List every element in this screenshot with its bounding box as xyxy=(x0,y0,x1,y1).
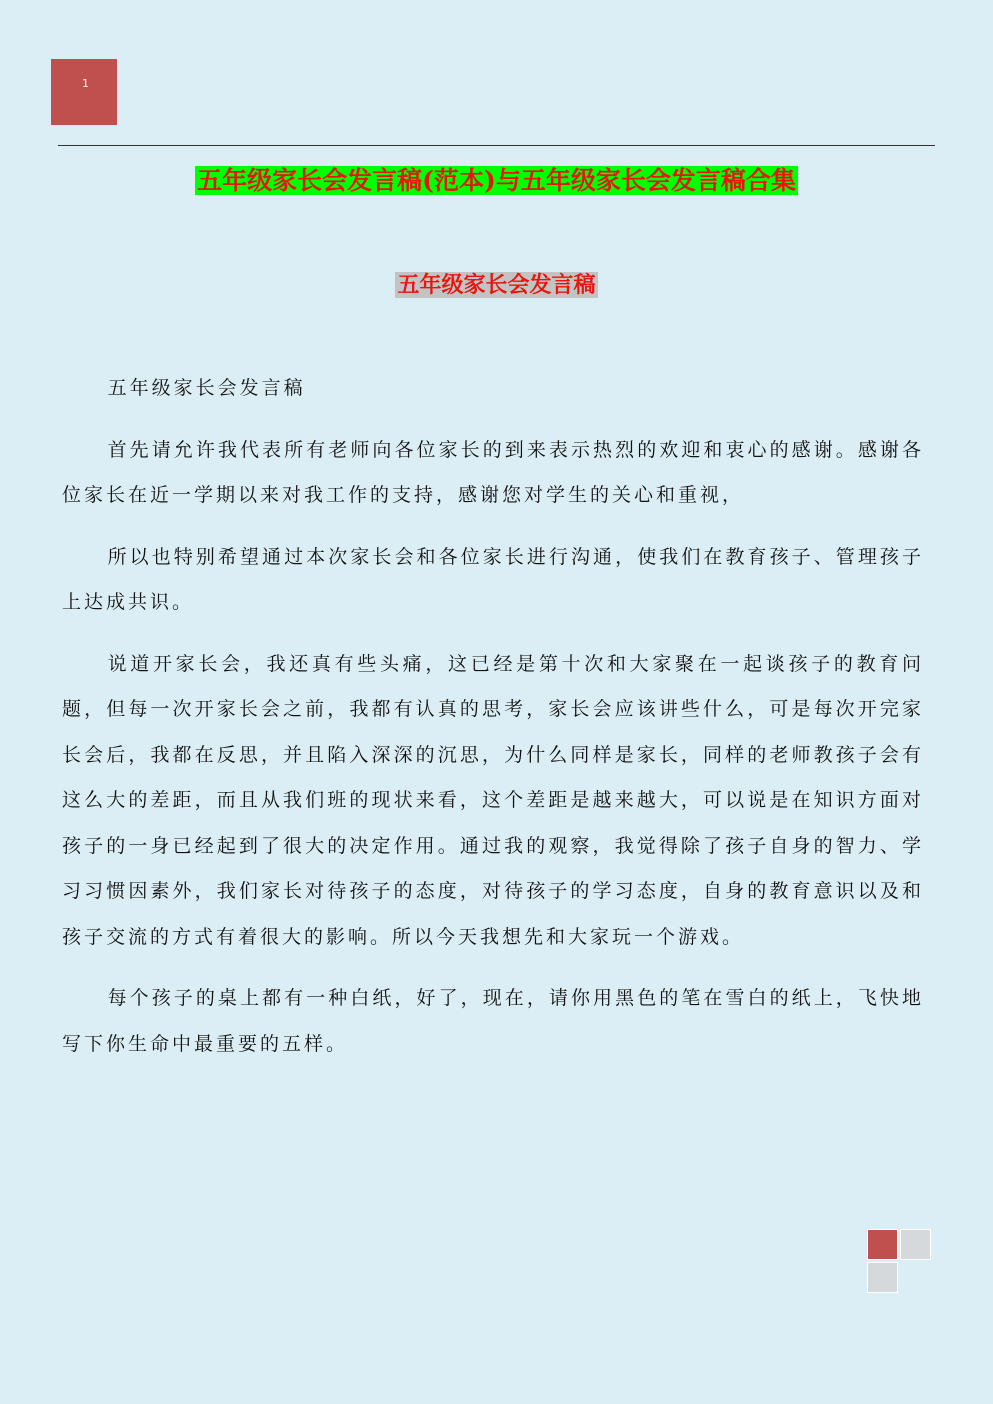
page-number-badge xyxy=(51,59,117,125)
document-title xyxy=(0,163,993,199)
header-divider xyxy=(58,145,935,146)
section-title xyxy=(0,268,993,302)
paragraph: 说道开家长会，我还真有些头痛，这已经是第十次和大家聚在一起谈孩子的教育问题，但每一次开家长会之前，我都有认真的思考，家长会应该讲些什么，可是每次开完家长会后，我都在反思，并且陷入深深的沉思，为什么同样是家长，同样的老师教孩子会有这么大的差距，而且从我们班的现状来看，这个差距是越来越大，可以说是在知识方面对孩子的一身已经起到了很大的决定作用。通过我的观察，我觉得除了孩子自身的智力、学习习惯因素外，我们家长对待孩子的态度，对待孩子的学习态度，自身的教育意识以及和孩子交流的方式有着很大的影响。所以今天我想先和大家玩一个游戏。 xyxy=(62,652,924,948)
document-body xyxy=(62,366,924,1083)
paragraph: 首先请允许我代表所有老师向各位家长的到来表示热烈的欢迎和衷心的感谢。感谢各位家长在近一学期以来对我工作的支持，感谢您对学生的关心和重视， xyxy=(62,438,924,506)
decor-square-gray xyxy=(900,1229,931,1260)
section-title-text: 五年级家长会发言稿 xyxy=(397,272,596,298)
document-title-text: 五年级家长会发言稿(范本)与五年级家长会发言稿合集 xyxy=(197,166,796,195)
decor-square-gray xyxy=(867,1262,898,1293)
page-number: 1 xyxy=(82,77,89,90)
decor-square-red xyxy=(867,1229,898,1260)
paragraph: 每个孩子的桌上都有一种白纸，好了，现在，请你用黑色的笔在雪白的纸上，飞快地写下你生命中最重要的五样。 xyxy=(62,987,924,1055)
corner-decoration xyxy=(867,1229,933,1293)
paragraph: 所以也特别希望通过本次家长会和各位家长进行沟通，使我们在教育孩子、管理孩子上达成共识。 xyxy=(62,545,924,613)
paragraph: 五年级家长会发言稿 xyxy=(107,377,306,399)
